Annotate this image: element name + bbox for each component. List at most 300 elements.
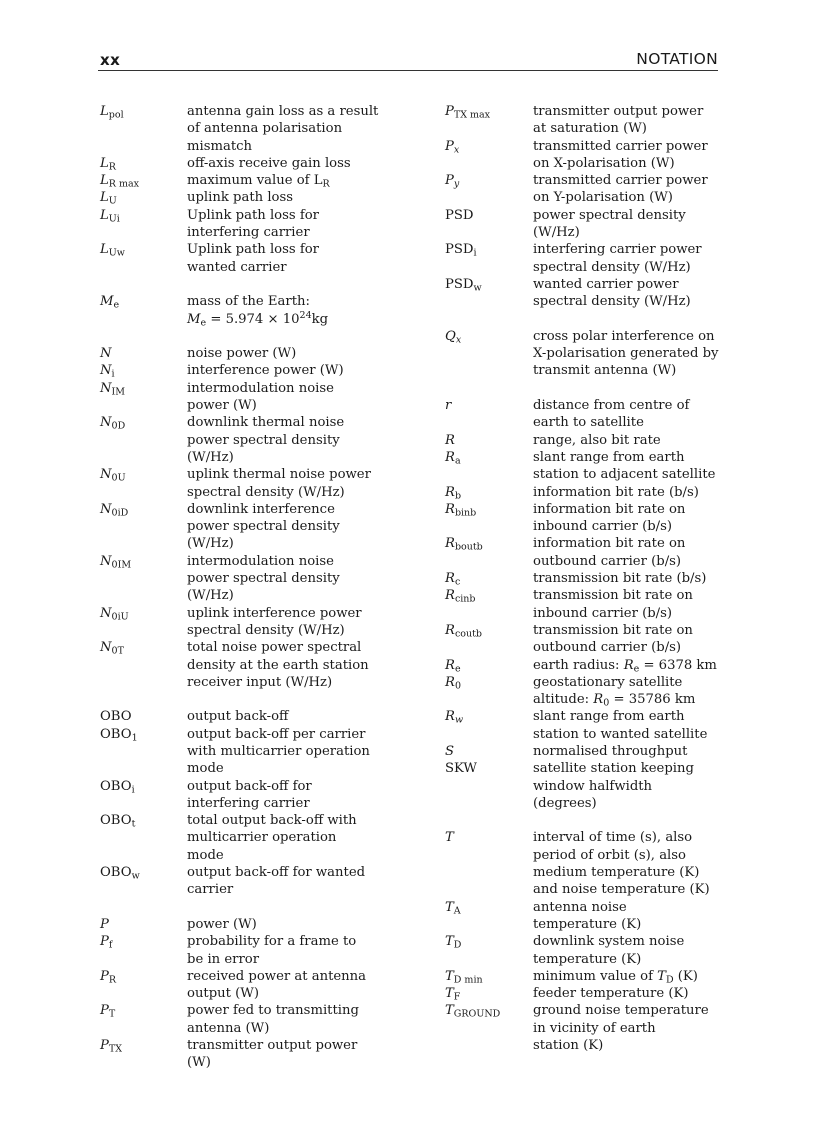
notation-symbol (100, 466, 187, 501)
definition-text: uplink interference power spectral density (W/Hz) (187, 605, 362, 638)
notation-definition (533, 708, 728, 743)
symbol-base: R (445, 536, 455, 552)
definition-text: output back-off for interfering carrier (187, 778, 312, 811)
symbol-base: R (445, 588, 455, 604)
notation-entry (100, 345, 387, 362)
symbol-base: OBO (100, 813, 132, 829)
notation-definition (187, 345, 387, 362)
definition-text: maximum value of L (187, 173, 323, 189)
notation-definition (533, 276, 728, 311)
notation-symbol (100, 933, 187, 968)
symbol-base: T (445, 986, 454, 1002)
definition-text: power (W) (187, 916, 257, 932)
notation-symbol (445, 501, 533, 536)
symbol-base: R (445, 571, 455, 587)
symbol-base: SKW (445, 761, 477, 777)
symbol-base: OBO (100, 865, 132, 881)
definition-text: intermodulation noise power spectral density (W/Hz) (187, 553, 340, 604)
notation-symbol (445, 674, 533, 709)
symbol-base: T (445, 1003, 454, 1019)
notation-entry (100, 864, 387, 899)
notation-entry (100, 916, 387, 933)
notation-definition (533, 397, 728, 432)
section-gap (100, 276, 387, 293)
notation-entry (100, 1037, 387, 1072)
definition-text: Uplink path loss for interfering carrier (187, 207, 319, 241)
symbol-base: R (445, 657, 455, 673)
notation-symbol (100, 380, 187, 415)
notation-symbol (100, 812, 187, 864)
symbol-base: R (445, 432, 455, 448)
symbol-subscript: 0 (454, 680, 461, 692)
notation-entry (445, 501, 728, 536)
notation-entry (100, 553, 387, 605)
notation-entry (100, 501, 387, 553)
notation-symbol (100, 172, 187, 189)
definition-tail: = 6378 km (639, 657, 717, 673)
notation-symbol (445, 657, 533, 674)
symbol-subscript: Uw (108, 247, 125, 259)
notation-definition (533, 241, 728, 276)
symbol-subscript: e (454, 662, 461, 674)
notation-definition (187, 155, 387, 172)
definition-subscript: R (322, 178, 330, 190)
section-gap (100, 899, 387, 916)
definition-symbol-subscript: e (633, 662, 640, 674)
definition-text: received power at antenna output (W) (187, 968, 367, 1002)
definition-text: interference power (W) (187, 363, 344, 379)
definition-text: intermodulation noise power (W) (187, 380, 334, 414)
symbol-subscript: R (108, 974, 117, 986)
symbol-base: P (100, 916, 109, 932)
notation-symbol (100, 968, 187, 1003)
definition-text: uplink path loss (187, 190, 294, 206)
notation-entry (100, 293, 387, 328)
notation-entry (100, 172, 387, 189)
symbol-base: PSD (445, 242, 474, 258)
notation-symbol (445, 622, 533, 657)
page-header (98, 48, 718, 71)
notation-symbol (445, 397, 533, 432)
symbol-subscript: 0T (111, 645, 124, 657)
symbol-base: PSD (445, 276, 474, 292)
symbol-base: Q (445, 328, 456, 344)
notation-definition (533, 760, 728, 812)
notation-definition (187, 639, 387, 691)
symbol-base: T (445, 830, 454, 846)
definition-text: power spectral density (W/Hz) (533, 207, 686, 241)
notation-entry (100, 362, 387, 379)
notation-symbol (100, 778, 187, 813)
symbol-base: R (445, 622, 455, 638)
definition-text: satellite station keeping window halfwidth (degrees) (533, 761, 694, 811)
notation-entry (100, 812, 387, 864)
symbol-base: R (445, 674, 455, 690)
notation-entry (445, 535, 728, 570)
notation-entry (445, 968, 728, 985)
definition-text: range, also bit rate (533, 432, 661, 448)
notation-definition (187, 414, 387, 466)
notation-definition (187, 1037, 387, 1072)
notation-definition (533, 657, 728, 674)
formula-symbol: M (187, 311, 201, 327)
definition-text: probability for a frame to be in error (187, 934, 357, 967)
definition-text: transmission bit rate (b/s) (533, 571, 707, 587)
notation-definition (533, 103, 728, 138)
definition-text: normalised throughput (533, 743, 688, 759)
notation-entry (445, 103, 728, 138)
notation-symbol (445, 985, 533, 1002)
section-gap (445, 380, 728, 397)
notation-entry (100, 726, 387, 778)
section-gap (100, 691, 387, 708)
symbol-subscript: TX (108, 1043, 122, 1055)
notation-symbol (100, 1037, 187, 1072)
notation-definition (533, 570, 728, 587)
notation-entry (100, 968, 387, 1003)
notation-symbol (100, 241, 187, 276)
symbol-base: L (100, 207, 109, 223)
notation-definition (533, 985, 728, 1002)
symbol-subscript: e (113, 299, 120, 311)
symbol-base: R (445, 449, 455, 465)
symbol-base: r (445, 398, 452, 414)
definition-text: antenna gain loss as a result of antenna polarisation mismatch (187, 104, 379, 154)
notation-entry (100, 207, 387, 242)
definition-text: downlink system noise temperature (K) (533, 934, 685, 967)
notation-symbol (445, 432, 533, 449)
notation-definition (533, 674, 728, 709)
symbol-base: N (100, 415, 112, 431)
notation-definition (533, 138, 728, 173)
section-gap (100, 328, 387, 345)
notation-entry (445, 207, 728, 242)
notation-definition (187, 812, 387, 864)
notation-definition (533, 207, 728, 242)
notation-definition (187, 103, 387, 155)
notation-entry (445, 138, 728, 173)
symbol-subscript: 0iU (111, 610, 129, 622)
notation-definition (187, 293, 387, 328)
notation-entry (445, 432, 728, 449)
symbol-base: P (445, 104, 454, 119)
notation-definition (187, 778, 387, 813)
symbol-base: N (100, 501, 112, 517)
symbol-base: OBO (100, 709, 132, 725)
notation-entry (445, 829, 728, 898)
notation-entry (100, 639, 387, 691)
notation-definition (187, 726, 387, 778)
notation-symbol (445, 899, 533, 934)
notation-entry (445, 241, 728, 276)
symbol-subscript: c (454, 576, 461, 588)
notation-entry (445, 570, 728, 587)
symbol-subscript: GROUND (453, 1008, 501, 1020)
notation-entry (100, 189, 387, 206)
symbol-base: T (445, 934, 454, 950)
symbol-subscript: TX max (453, 109, 491, 121)
notation-symbol (445, 276, 533, 311)
notation-entry (100, 708, 387, 725)
symbol-subscript: a (454, 455, 461, 467)
symbol-base: OBO (100, 778, 132, 794)
notation-symbol (445, 708, 533, 743)
notation-entry (100, 241, 387, 276)
symbol-subscript: F (453, 991, 461, 1003)
symbol-base: P (445, 173, 454, 189)
definition-text: off-axis receive gain loss (187, 155, 351, 171)
notation-definition (187, 380, 387, 415)
formula-subscript: e (200, 316, 207, 328)
definition-text: transmitted carrier power on Y-polarisation (W) (533, 173, 708, 206)
symbol-base: N (100, 380, 112, 396)
notation-symbol (445, 138, 533, 173)
definition-symbol-subscript: D (665, 974, 674, 986)
definition-text: earth radius: (533, 657, 624, 673)
notation-symbol (100, 155, 187, 172)
definition-text: slant range from earth station to adjacent satellite (533, 449, 716, 483)
symbol-base: P (100, 968, 109, 984)
definition-tail: (K) (673, 968, 698, 984)
notation-entry (100, 778, 387, 813)
notation-symbol (445, 328, 533, 380)
notation-symbol (100, 345, 187, 362)
notation-entry (445, 708, 728, 743)
definition-text: downlink interference power spectral density (W/Hz) (187, 501, 340, 552)
notation-symbol (445, 933, 533, 968)
symbol-subscript: coutb (454, 628, 482, 640)
notation-definition (533, 968, 728, 985)
notation-symbol (445, 207, 533, 242)
notation-definition (533, 933, 728, 968)
symbol-subscript: D (453, 939, 462, 951)
symbol-subscript: 0U (111, 472, 126, 484)
symbol-subscript: y (453, 178, 460, 190)
symbol-base: L (100, 242, 109, 258)
symbol-base: P (100, 1038, 109, 1054)
notation-symbol (100, 189, 187, 206)
symbol-subscript: w (473, 282, 482, 294)
symbol-base: P (445, 138, 454, 154)
notation-entry (445, 760, 728, 812)
definition-text: cross polar interference on X-polarisation generated by transmit antenna (W) (533, 328, 719, 379)
symbol-subscript: w (131, 870, 140, 882)
running-title: NOTATION (636, 50, 718, 68)
notation-definition (187, 708, 387, 725)
notation-symbol (445, 449, 533, 484)
notation-definition (533, 1002, 728, 1054)
notation-symbol (100, 1002, 187, 1037)
notation-entry (445, 328, 728, 380)
symbol-subscript: Ui (108, 213, 120, 225)
definition-text: feeder temperature (K) (533, 986, 689, 1002)
notation-symbol (100, 639, 187, 691)
symbol-subscript: 0IM (111, 559, 132, 571)
notation-definition (533, 899, 728, 934)
notation-definition (533, 328, 728, 380)
symbol-base: T (445, 968, 454, 984)
notation-symbol (100, 916, 187, 933)
notation-symbol (100, 207, 187, 242)
symbol-base: N (100, 346, 112, 362)
definition-text: transmission bit rate on outbound carrier (b/s) (533, 622, 693, 656)
notation-symbol (100, 103, 187, 155)
symbol-subscript: w (454, 714, 464, 726)
notation-symbol (100, 553, 187, 605)
definition-symbol: T (657, 968, 666, 984)
symbol-subscript: i (131, 783, 135, 795)
notation-symbol (100, 362, 187, 379)
symbol-base: M (100, 294, 114, 310)
symbol-base: L (100, 173, 109, 189)
notation-definition (187, 605, 387, 640)
symbol-subscript: R max (108, 178, 139, 190)
notation-symbol (100, 864, 187, 899)
notation-symbol (445, 1002, 533, 1054)
symbol-base: R (445, 709, 455, 725)
symbol-subscript: x (455, 334, 462, 346)
notation-definition (187, 172, 387, 189)
definition-text: interval of time (s), also period of orbit (s), also medium temperature (K) and noise temperature (K) (533, 830, 710, 898)
notation-definition (187, 362, 387, 379)
symbol-subscript: pol (108, 109, 124, 121)
definition-text: minimum value of (533, 968, 658, 984)
symbol-subscript: i (111, 368, 115, 380)
definition-text: total noise power spectral density at the earth station receiver input (W/Hz) (187, 640, 369, 690)
definition-text: transmitted carrier power on X-polarisation (W) (533, 138, 708, 171)
symbol-subscript: f (108, 939, 113, 951)
definition-text: information bit rate on inbound carrier (b/s) (533, 501, 686, 535)
notation-definition (533, 743, 728, 760)
notation-definition (533, 449, 728, 484)
symbol-base: N (100, 363, 112, 379)
page-number: xx (100, 51, 121, 69)
notation-symbol (445, 535, 533, 570)
definition-text: wanted carrier power spectral density (W/Hz) (533, 276, 691, 310)
definition-text: ground noise temperature in vicinity of earth station (K) (533, 1003, 709, 1054)
definition-text: information bit rate on outbound carrier (b/s) (533, 536, 686, 569)
symbol-base: T (445, 899, 454, 915)
notation-definition (533, 172, 728, 207)
notation-entry (445, 449, 728, 484)
definition-text: transmitter output power at saturation (W) (533, 104, 704, 137)
notation-symbol (445, 484, 533, 501)
notation-entry (445, 397, 728, 432)
notation-entry (445, 622, 728, 657)
symbol-subscript: U (108, 195, 117, 207)
definition-text: geostationary satellite altitude: (533, 674, 683, 708)
notation-definition (187, 553, 387, 605)
notation-entry (100, 103, 387, 155)
symbol-subscript: 1 (131, 732, 138, 744)
section-gap (445, 311, 728, 328)
notation-symbol (445, 829, 533, 898)
definition-text: mass of the Earth: (187, 294, 310, 310)
definition-text: distance from centre of earth to satellite (533, 398, 690, 431)
notation-definition (533, 622, 728, 657)
notation-definition (187, 189, 387, 206)
notation-symbol (445, 587, 533, 622)
definition-text: downlink thermal noise power spectral density (W/Hz) (187, 415, 345, 465)
definition-tail: = 35786 km (609, 692, 696, 708)
notation-entry (445, 484, 728, 501)
definition-text: uplink thermal noise power spectral density (W/Hz) (187, 467, 371, 500)
notation-entry (445, 743, 728, 760)
notation-definition (187, 968, 387, 1003)
notation-entry (445, 587, 728, 622)
notation-entry (445, 933, 728, 968)
notation-entry (100, 414, 387, 466)
notation-symbol (100, 501, 187, 553)
notation-definition (187, 933, 387, 968)
notation-entry (445, 276, 728, 311)
symbol-base: N (100, 640, 112, 656)
notation-entry (445, 657, 728, 674)
symbol-base: R (445, 484, 455, 500)
symbol-subscript: binb (454, 507, 477, 519)
definition-text: transmission bit rate on inbound carrier (b/s) (533, 588, 693, 621)
notation-symbol (445, 570, 533, 587)
definition-text: noise power (W) (187, 346, 297, 362)
notation-symbol (100, 293, 187, 328)
symbol-subscript: cinb (454, 593, 476, 605)
notation-entry (100, 155, 387, 172)
symbol-base: P (100, 1003, 109, 1019)
definition-text: power fed to transmitting antenna (W) (187, 1003, 359, 1036)
notation-definition (533, 829, 728, 898)
symbol-subscript: 0D (111, 420, 126, 432)
definition-text: slant range from earth station to wanted satellite (533, 709, 708, 742)
section-gap (445, 812, 728, 829)
definition-text: information bit rate (b/s) (533, 484, 699, 500)
definition-text: output back-off for wanted carrier (187, 865, 366, 898)
notation-column-left (100, 103, 387, 1072)
notation-entry (100, 933, 387, 968)
definition-text: total output back-off with multicarrier operation mode (187, 813, 357, 863)
notation-symbol (445, 968, 533, 985)
symbol-base: N (100, 605, 112, 621)
symbol-base: S (445, 743, 455, 759)
notation-symbol (100, 726, 187, 778)
notation-definition (533, 432, 728, 449)
notation-definition (187, 501, 387, 553)
symbol-subscript: t (131, 818, 136, 830)
definition-text: output back-off (187, 709, 289, 725)
symbol-base: R (445, 501, 455, 517)
notation-entry (445, 1002, 728, 1054)
formula-unit: kg (311, 311, 329, 327)
symbol-base: N (100, 553, 112, 569)
definition-text: output back-off per carrier with multicarrier operation mode (187, 726, 370, 777)
symbol-base: OBO (100, 726, 132, 742)
symbol-subscript: A (453, 905, 461, 917)
notation-definition (533, 587, 728, 622)
symbol-subscript: i (473, 247, 477, 259)
notation-definition (187, 1002, 387, 1037)
definition-text: Uplink path loss for wanted carrier (187, 242, 319, 275)
notation-definition (187, 241, 387, 276)
symbol-subscript: T (108, 1008, 116, 1020)
definition-symbol-subscript: 0 (603, 697, 610, 709)
notation-definition (187, 207, 387, 242)
notation-symbol (445, 172, 533, 207)
symbol-base: L (100, 190, 109, 206)
notation-definition (533, 484, 728, 501)
symbol-subscript: R (108, 161, 116, 173)
notation-definition (533, 535, 728, 570)
symbol-subscript: IM (111, 386, 126, 398)
notation-symbol (445, 241, 533, 276)
